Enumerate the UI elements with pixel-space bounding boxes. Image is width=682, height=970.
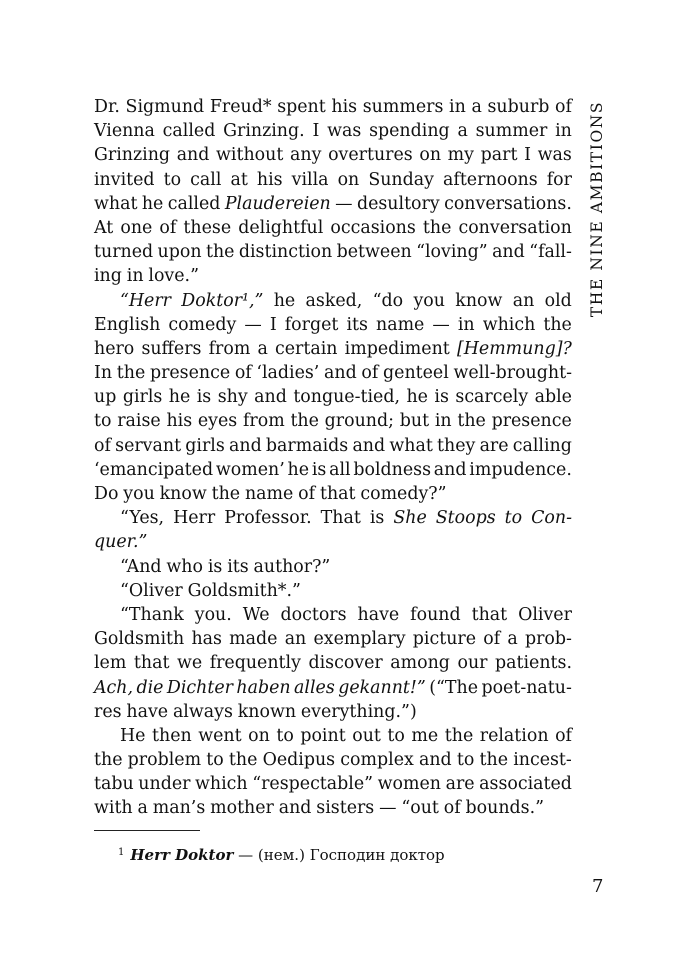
text-line: quer.” [94, 532, 148, 553]
text-line: “Thank you. We doctors have found that Oliver [120, 604, 572, 625]
running-head [586, 100, 608, 318]
footnote-term: Herr Doktor [130, 846, 234, 864]
footnote-marker: 1 [118, 847, 125, 858]
text-line: “And who is its author?” [120, 556, 331, 577]
footnote-text: — (нем.) Господин доктор [233, 846, 445, 864]
text-line: “Yes, Herr Professor. That is She Stoops to Con- [120, 508, 572, 529]
text-line: Vienna called Grinzing. I was spending a summer in [94, 121, 572, 142]
text-line: of servant girls and barmaids and what they are calling [94, 435, 572, 456]
footnote-divider [94, 830, 200, 831]
text-line: res have always known everything.”) [94, 701, 417, 722]
text-line: Grinzing and without any overtures on my part I was [94, 145, 572, 166]
footnote [118, 846, 445, 864]
text-line: Goldsmith has made an exemplary picture of a prob- [94, 629, 572, 650]
text-line: tabu under which “respectable” women are associated [94, 774, 572, 795]
text-line: turned upon the distinction between “loving” and “fall- [94, 242, 572, 263]
body-text [94, 95, 572, 821]
text-line: up girls he is shy and tongue-tied, he is scarcely able [94, 387, 572, 408]
text-line: hero suffers from a certain impediment [Hemmung]? [94, 338, 572, 359]
running-head-text: THE NINE AMBITIONS [588, 100, 606, 318]
text-line: Ach, die Dichter haben alles gekannt!” (“The poet-natu- [94, 677, 572, 698]
text-line: to raise his eyes from the ground; but in the presence [94, 411, 572, 432]
text-line: Dr. Sigmund Freud* spent his summers in a suburb of [94, 97, 572, 117]
text-line: invited to call at his villa on Sunday afternoons for [94, 169, 572, 190]
text-line: In the presence of ‘ladies’ and of genteel well-brought- [94, 363, 572, 384]
text-line: lem that we frequently discover among our patients. [94, 653, 572, 674]
text-line: He then went on to point out to me the relation of [120, 725, 572, 746]
text-line: Do you know the name of that comedy?” [94, 484, 447, 504]
text-line: what he called Plaudereien — desultory conversations. [94, 193, 572, 214]
text-line: ‘emancipated women’ he is all boldness and impudence. [94, 459, 572, 480]
text-line: “Herr Doktor¹,” he asked, “do you know an old [120, 290, 572, 311]
page-number: 7 [592, 876, 604, 897]
text-line: ing in love.” [94, 266, 199, 287]
text-line: At one of these delightful occasions the conversation [94, 217, 572, 238]
text-line: “Oliver Goldsmith*.” [120, 580, 301, 601]
text-line: the problem to the Oedipus complex and to the incest- [94, 750, 572, 771]
text-line: with a man’s mother and sisters — “out of bounds.” [94, 798, 545, 819]
text-line: English comedy — I forget its name — in which the [94, 314, 572, 335]
